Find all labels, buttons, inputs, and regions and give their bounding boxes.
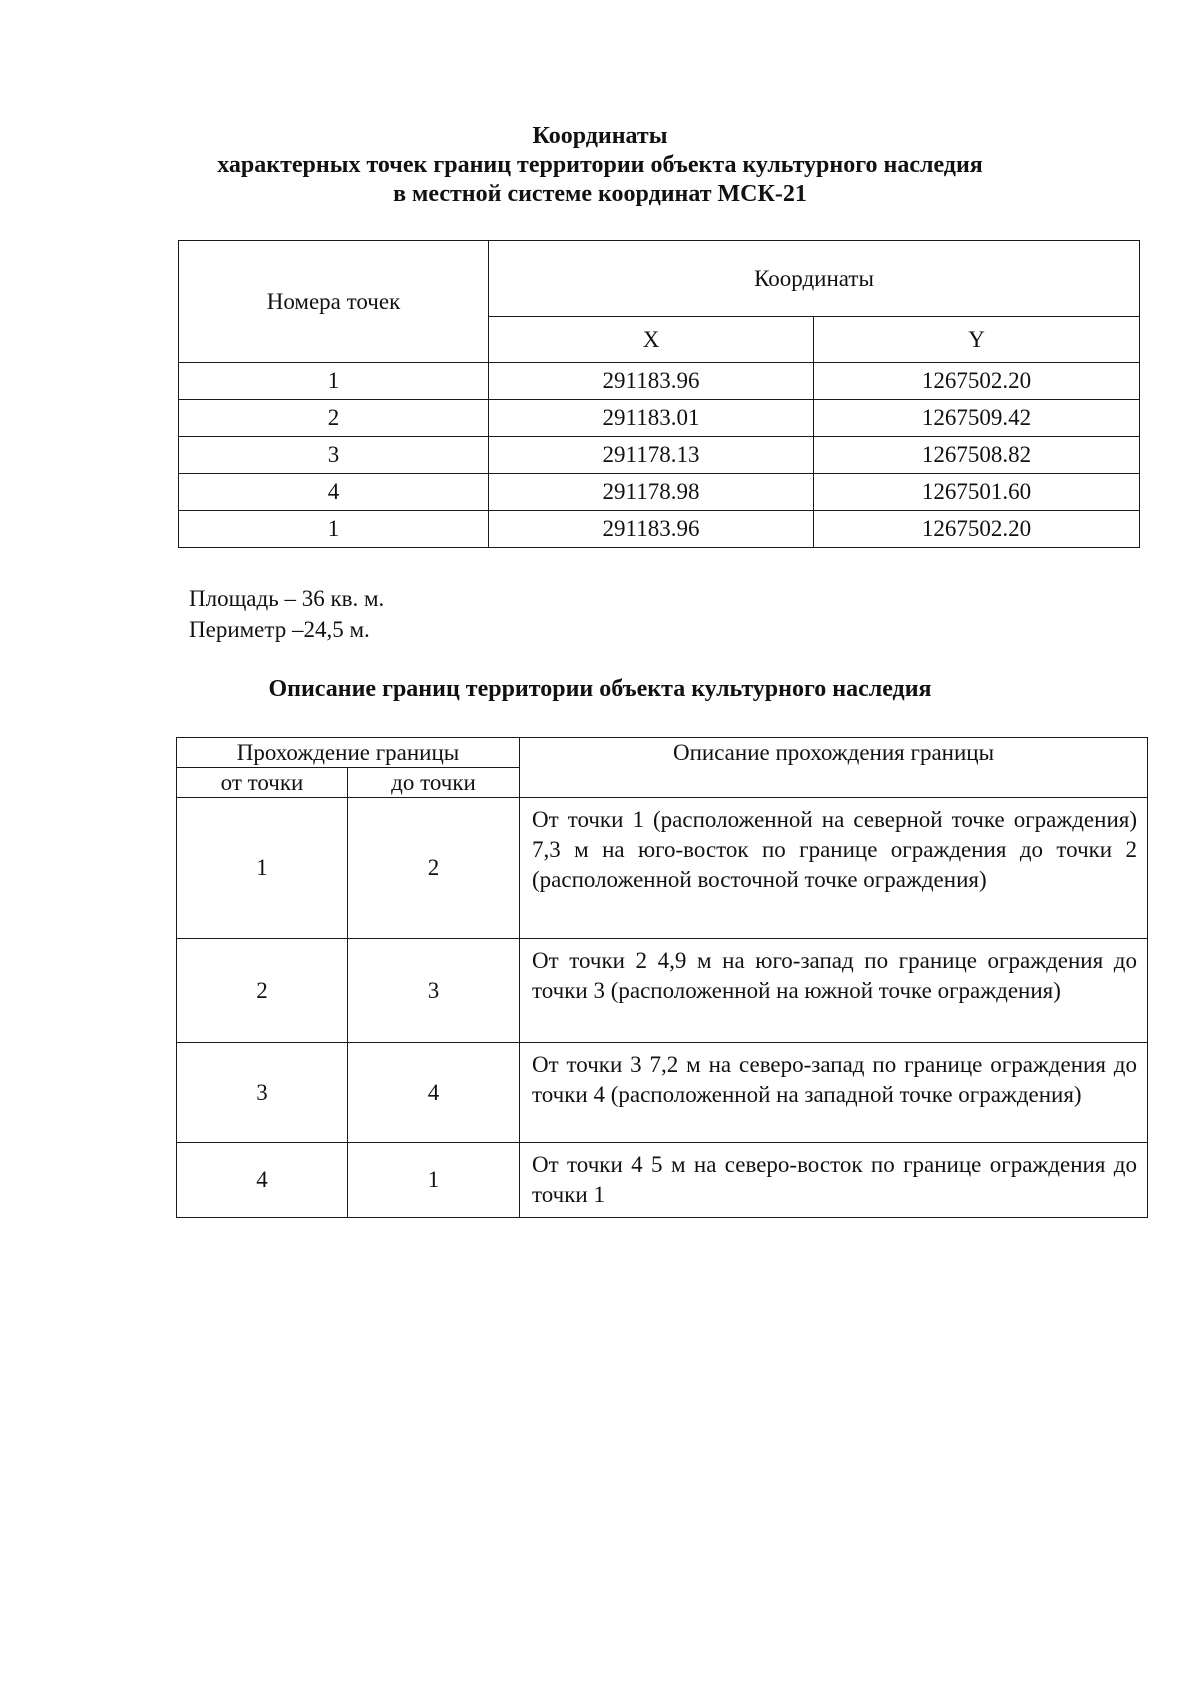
coordinates-title-line-3: в местной системе координат МСК-21 <box>393 181 807 207</box>
area-text: Площадь – 36 кв. м. <box>189 586 385 611</box>
point-number: 4 <box>179 474 489 511</box>
table-row <box>179 437 1140 474</box>
to-point: 3 <box>348 939 520 1043</box>
x-value: 291183.01 <box>489 400 814 437</box>
perimeter-text: Периметр –24,5 м. <box>189 617 370 642</box>
header-x: X <box>489 317 814 363</box>
from-point: 2 <box>177 939 348 1043</box>
y-value: 1267502.20 <box>814 363 1140 400</box>
header-from-point: от точки <box>177 768 348 798</box>
coordinates-table <box>178 240 1140 548</box>
y-value: 1267509.42 <box>814 400 1140 437</box>
table-row <box>179 474 1140 511</box>
passage-description: От точки 1 (расположенной на северной точке ограждения) 7,3 м на юго-восток по границе ограждения до точки 2 (расположенной восточной точке ограждения) <box>520 798 1148 939</box>
passage-description: От точки 4 5 м на северо-восток по границе ограждения до точки 1 <box>520 1143 1148 1218</box>
y-value: 1267501.60 <box>814 474 1140 511</box>
boundary-description-table <box>176 737 1148 1218</box>
from-point: 1 <box>177 798 348 939</box>
y-value: 1267502.20 <box>814 511 1140 548</box>
passage-description: От точки 3 7,2 м на северо-запад по границе ограждения до точки 4 (расположенной на западной точке ограждения) <box>520 1043 1148 1143</box>
coordinates-title-line-1: Координаты <box>532 123 668 149</box>
x-value: 291178.13 <box>489 437 814 474</box>
table-row <box>177 798 1148 939</box>
point-number: 1 <box>179 363 489 400</box>
coordinates-title <box>0 122 1200 209</box>
x-value: 291183.96 <box>489 363 814 400</box>
header-y: Y <box>814 317 1140 363</box>
point-number: 1 <box>179 511 489 548</box>
table-row <box>179 511 1140 548</box>
table-row <box>179 400 1140 437</box>
point-number: 3 <box>179 437 489 474</box>
passage-description: От точки 2 4,9 м на юго-запад по границе ограждения до точки 3 (расположенной на южной точке ограждения) <box>520 939 1148 1043</box>
table-row <box>179 363 1140 400</box>
to-point: 2 <box>348 798 520 939</box>
to-point: 1 <box>348 1143 520 1218</box>
table-row <box>177 1043 1148 1143</box>
y-value: 1267508.82 <box>814 437 1140 474</box>
to-point: 4 <box>348 1043 520 1143</box>
header-passage-description: Описание прохождения границы <box>520 738 1148 798</box>
header-point-numbers: Номера точек <box>179 241 489 363</box>
table-row <box>177 939 1148 1043</box>
header-boundary-passage: Прохождение границы <box>177 738 520 768</box>
description-title-line: Описание границ территории объекта культурного наследия <box>268 676 932 702</box>
header-coordinates: Координаты <box>489 241 1140 317</box>
coordinates-title-line-2: характерных точек границ территории объекта культурного наследия <box>217 152 983 178</box>
x-value: 291178.98 <box>489 474 814 511</box>
header-to-point: до точки <box>348 768 520 798</box>
table-row <box>177 1143 1148 1218</box>
from-point: 4 <box>177 1143 348 1218</box>
x-value: 291183.96 <box>489 511 814 548</box>
area-perimeter-block <box>189 583 384 645</box>
description-title <box>0 675 1200 704</box>
point-number: 2 <box>179 400 489 437</box>
from-point: 3 <box>177 1043 348 1143</box>
